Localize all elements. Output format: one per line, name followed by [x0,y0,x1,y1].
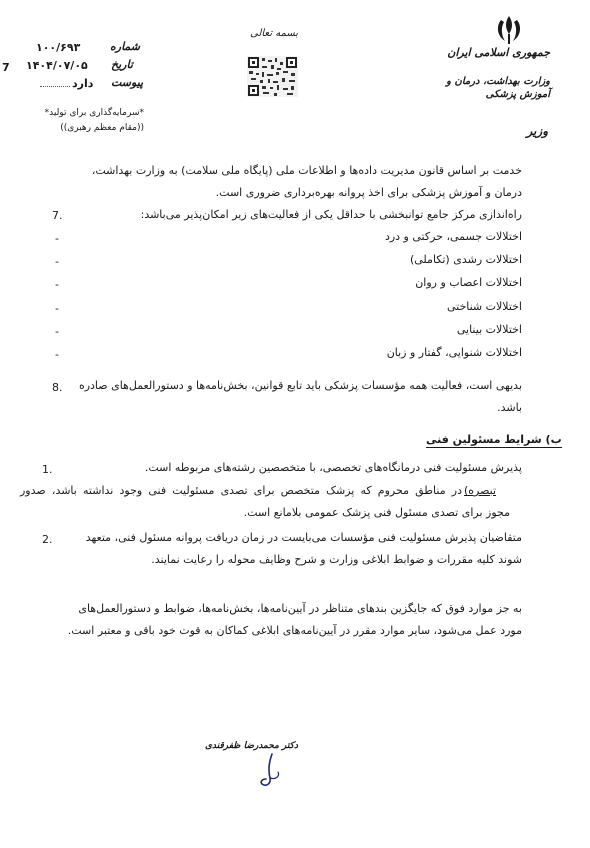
b1-text: پذیرش مسئولیت فنی درمانگاه‌های تخصصی، با متخصصین رشته‌های مربوطه است. [144,461,522,474]
note-line-1: در مناطق محروم که پزشک متخصص برای تصدی مسئولیت فنی وجود نداشته باشد، صدور [20,484,462,497]
letter-number-label: شماره [110,40,141,53]
item-8-line-2: باشد. [497,401,522,414]
edge-digit: 7 [2,61,10,74]
handwritten-signature [252,752,292,792]
continuation-line-2: درمان و آموزش پزشکی برای اخذ پروانه بهره‌برداری ضروری است. [215,186,522,199]
ministry-line1: جمهوری اسلامی ایران [447,46,550,59]
list-item: اختلالات جسمی، حرکتی و درد [384,230,522,243]
section-b-title: ب) شرایط مسئولین فنی [426,433,562,446]
item-7-text: راه‌اندازی مرکز جامع توانبخشی با حداقل یکی از فعالیت‌های زیر امکان‌پذیر می‌باشد: [140,208,522,221]
b2-line-2: شوند کلیه مقررات و ضوابط ابلاغی وزارت و شرح وظایف محوله را رعایت نمایند. [151,553,522,566]
b2-line-1: متقاضیان پذیرش مسئولیت فنی مؤسسات می‌بایست در زمان دریافت پروانه مسئول فنی، متعهد [85,531,522,544]
list-item: اختلالات رشدی (تکاملی) [409,253,522,266]
attachment-value: دارد [72,77,94,90]
bismillah-heading: بسمه تعالی [250,28,299,39]
bullet-dash: - [55,278,59,291]
list-item: اختلالات اعصاب و روان [415,276,522,289]
iran-emblem-icon [492,14,526,46]
ministry-line2: وزارت بهداشت، درمان و آموزش پزشکی [446,76,550,100]
bullet-dash: - [55,325,59,338]
note-line-2: مجوز برای تصدی مسئول فنی پزشک عمومی بلامانع است. [243,506,510,519]
qr-code-icon [247,56,298,97]
signatory-name: دکتر محمدرضا ظفرقندی [205,741,298,751]
closing-line-1: به جز موارد فوق که جایگزین بندهای متناظر در آیین‌نامه‌ها، بخش‌نامه‌ها، ضوابط و دستورالعمل‌های [78,602,522,615]
motto-line1: *سرمایه‌گذاری برای تولید* [44,108,144,118]
list-item: اختلالات شناختی [446,300,522,313]
bullet-dash: - [55,348,59,361]
item-7-number: 7. [52,209,63,222]
activity-list [0,226,590,376]
attachment-label: پیوست [111,76,144,89]
letter-number-value: ۱۰۰/۶۹۳ [36,41,81,54]
bullet-dash: - [55,255,59,268]
b2-number: 2. [42,533,53,546]
item-8-number: 8. [52,381,63,394]
motto-line2: ((مقام معظم رهبری)) [60,123,144,133]
attachment-value-dots [40,86,70,87]
note-label: تبصره) [464,484,497,497]
letter-date-label: تاریخ [111,58,133,71]
closing-line-2: مورد عمل می‌شود، سایر موارد مقرر در آیین‌نامه‌های ابلاغی کماکان به قوت خود باقی و معتبر است. [67,624,522,637]
letter-date-value: ۱۴۰۴/۰۷/۰۵ [26,59,88,72]
bullet-dash: - [55,232,59,245]
continuation-line-1: خدمت بر اساس قانون مدیریت داده‌ها و اطلاعات ملی (پایگاه ملی سلامت) به وزارت بهداشت، [91,164,522,177]
list-item: اختلالات بینایی [456,323,522,336]
minister-label: وزیر [526,124,548,138]
ministry-title [434,46,550,101]
year-motto [4,106,144,136]
item-8-line-1: بدیهی است، فعالیت همه مؤسسات پزشکی باید تابع قوانین، بخش‌نامه‌ها و دستورالعمل‌های صادره [78,379,522,392]
bullet-dash: - [55,302,59,315]
b1-number: 1. [42,463,53,476]
list-item: اختلالات شنوایی، گفتار و زبان [386,346,522,359]
